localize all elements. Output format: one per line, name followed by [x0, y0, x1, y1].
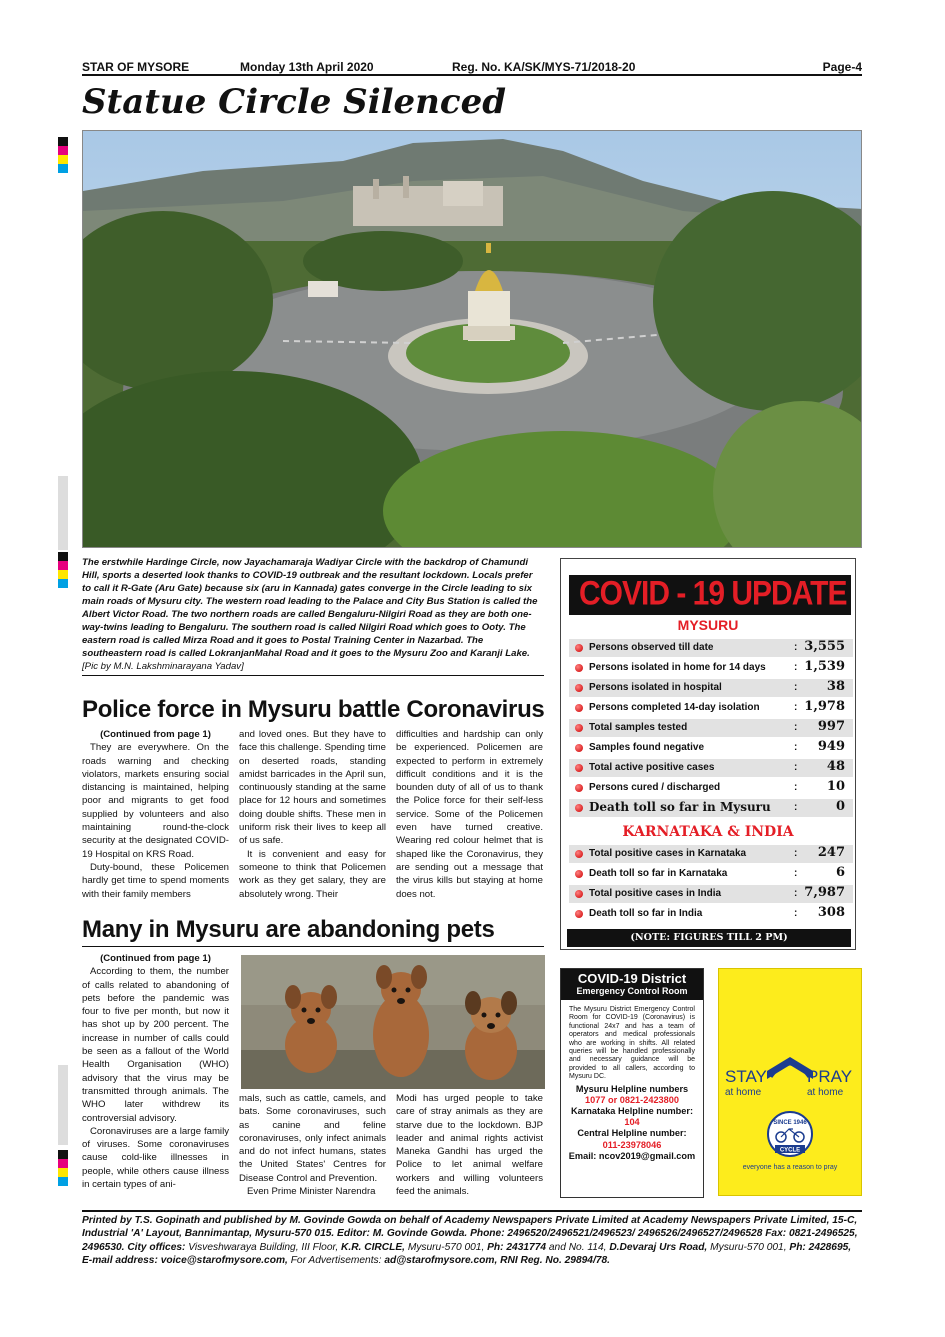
red-bullet-icon	[575, 804, 583, 812]
mysuru-row	[569, 659, 853, 677]
issue-date: Monday 13th April 2020	[240, 60, 374, 74]
article-police-col-3: difficulties and hardship can only be experienced. Policemen are expected to perform in extremely difficult conditions and it is the bounden duty of all of us to thank the Police force for their self-less service. Some of the Policemen even have turned creative. Wearing red colour helmet that is shaped like the Coronavirus, they are sending out a message that the virus kills but staying at home does not.	[396, 729, 543, 900]
ad-at-home-left: at home	[725, 1087, 762, 1098]
region-label: Death toll so far in Karnataka	[589, 868, 728, 879]
region-label: Total positive cases in Karnataka	[589, 848, 747, 859]
colon-separator: :	[794, 642, 798, 653]
covid-banner-title: COVID - 19 UPDATE	[579, 574, 847, 613]
article-pets-p1: According to them, the number of calls related to abandoning of pets before the pandemic was four to five per month, but now it has shot up by 200 percent. The increase in number of calls could be seen as a fallout of the World Health Organisation (WHO) advisory that the virus may be transmitted through animals. The WHO later withdrew its controversial advisory.	[82, 966, 229, 1124]
colon-separator: :	[794, 762, 798, 773]
ad-at-home-right: at home	[807, 1087, 844, 1098]
mysuru-label: Persons isolated in hospital	[589, 682, 722, 693]
colon-separator: :	[794, 802, 798, 813]
email-label: Email:	[568, 1150, 597, 1161]
covid-update-box	[560, 558, 856, 950]
mysuru-label: Persons completed 14-day isolation	[589, 702, 760, 713]
ad-since: SINCE 1946	[773, 1120, 807, 1126]
imprint-part-10: For Advertisements:	[290, 1254, 382, 1266]
mysuru-value: 997	[817, 719, 845, 734]
colon-separator: :	[794, 868, 798, 879]
colon-separator: :	[794, 908, 798, 919]
colon-separator: :	[794, 682, 798, 693]
photo-credit: [Pic by M.N. Lakshminarayana Yadav]	[82, 661, 244, 672]
article-pets-headline: Many in Mysuru are abandoning pets	[82, 916, 495, 943]
imprint-part-5: Ph: 2431774	[487, 1241, 547, 1253]
printer-imprint	[82, 1210, 862, 1267]
registration-marks-middle	[58, 552, 68, 588]
mysuru-row	[569, 699, 853, 717]
district-header	[561, 969, 703, 1000]
district-control-room-box	[560, 968, 704, 1198]
mysuru-row	[569, 779, 853, 797]
mysuru-row	[569, 719, 853, 737]
ad-cycle: CYCLE	[779, 1147, 801, 1154]
caption-text: The erstwhile Hardinge Circle, now Jayachamaraja Wadiyar Circle with the backdrop of Chamundi Hill, sports a deserted look thanks to COVID-19 outbreak and the resultant lockdown. Locals prefer to call it R-Gate (Aru Gate) because six (aru in Kannada) gates converge in the Circle leading to six main roads of Mysuru city. The western road leading to the Palace and City Bus Station is called the Albert Victor Road. The two northern roads are called Bengaluru-Nilgiri Road as they are both one-way-twins leading to Bengaluru. The southern road is called Nilgiri Road which goes to Ooty. The eastern road is called Mirza Road and it goes to Postal Training Center in Nazarbad. The southeastern road is called LokranjanMahal Road and it goes to the Mysuru Zoo and Karanji Lake.	[82, 557, 538, 659]
covid-city-heading: MYSURU	[677, 617, 739, 633]
registration-marks-top	[58, 137, 68, 173]
mysuru-value: 3,555	[804, 639, 845, 654]
ad-pray: PRAY	[807, 1067, 853, 1086]
imprint-part-6: and No. 114,	[548, 1241, 607, 1253]
district-title: COVID-19 District	[577, 971, 687, 986]
colon-separator: :	[794, 888, 798, 899]
article-divider	[82, 946, 544, 947]
red-bullet-icon	[575, 724, 583, 732]
imprint-part-9: Ph: 2428695, E-mail address: voice@starofmysore.com,	[82, 1241, 852, 1266]
paper-name: STAR OF MYSORE	[82, 60, 190, 74]
red-bullet-icon	[575, 744, 583, 752]
imprint-part-7: D.Devaraj Urs Road,	[609, 1241, 708, 1253]
article-police-col-2: and loved ones. But they have to face this challenge. Spending time on deserted roads, standing amidst barricades in the April sun, continuously standing at the same place for 12 hours and sometimes doing double shifts. These men in uniform risk their lives to keep all of us safe. It is convenient and easy for someone to think that Policemen work as they get salary, they are absolutely wrong. Their	[239, 729, 386, 900]
mysuru-label: Persons isolated in home for 14 days	[589, 662, 766, 673]
imprint-part-8: Mysuru-570 001,	[710, 1241, 787, 1253]
mysuru-label: Persons observed till date	[589, 642, 714, 653]
colon-separator: :	[794, 702, 798, 713]
mysuru-row	[569, 679, 853, 697]
region-value: 6	[835, 865, 845, 880]
red-bullet-icon	[575, 684, 583, 692]
article-police-p1: They are everywhere. On the roads warning and checking violators, markets ensuring social distancing is maintained, helping poor and migrants to get food supplied by volunteers and also maintaining round-the-clock security at the designated COVID-19 Hospital on KRS Road.	[82, 742, 229, 860]
mysuru-value: 949	[817, 739, 845, 754]
mysuru-value: 1,978	[804, 699, 845, 714]
imprint-part-4: Mysuru-570 001,	[407, 1241, 485, 1253]
ad-stay: STAY	[725, 1067, 767, 1086]
red-bullet-icon	[575, 850, 583, 858]
margin-grey-bar-lower	[58, 1065, 68, 1145]
mysuru-value: 1,539	[804, 659, 845, 674]
photo-caption	[82, 556, 544, 676]
imprint-part-2: Visveshwaraya Building, III Floor,	[188, 1241, 339, 1253]
article-pets-p2-start: Coronaviruses are a large family of viruses. Some coronaviruses cause cold-like illnesses in people, while others cause illness in certain types of ani-	[82, 1125, 229, 1191]
region-row	[569, 845, 853, 863]
region-row	[569, 885, 853, 903]
article-pets-col-3: Modi has urged people to take care of stray animals as they are starve due to the lockdown. BJP leader and animal rights activist Maneka Gandhi has urged the Police to let animal welfare workers and willing volunteers feed the animals.	[396, 1093, 543, 1198]
covid-region-heading: KARNATAKA & INDIA	[622, 824, 794, 840]
colon-separator: :	[794, 742, 798, 753]
registration-number: Reg. No. KA/SK/MYS-71/2018-20	[452, 60, 636, 74]
mysuru-value: 48	[826, 759, 845, 774]
red-bullet-icon	[575, 644, 583, 652]
covid-banner	[569, 575, 851, 615]
mysuru-label: Total active positive cases	[589, 762, 715, 773]
colon-separator: :	[794, 848, 798, 859]
article-police-p3-start: It is convenient and easy for someone to think that Policemen work as they get salary, they are absolutely wrong. Their	[239, 848, 386, 900]
district-email: ncov2019@gmail.com	[598, 1150, 696, 1161]
red-bullet-icon	[575, 784, 583, 792]
central-helpline-number: 011-23978046	[602, 1139, 662, 1150]
mysuru-label: Samples found negative	[589, 742, 705, 753]
article-police-headline: Police force in Mysuru battle Coronavirus	[82, 696, 545, 723]
colon-separator: :	[794, 782, 798, 793]
ad-tagline: everyone has a reason to pray	[742, 1164, 838, 1171]
region-row	[569, 905, 853, 923]
mysuru-row	[569, 759, 853, 777]
region-value: 7,987	[804, 885, 845, 900]
page-headline: Statue Circle Silenced	[82, 82, 507, 122]
imprint-part-3: K.R. CIRCLE,	[341, 1241, 405, 1253]
region-label: Death toll so far in India	[589, 908, 703, 919]
puppies-photo	[241, 955, 545, 1089]
red-bullet-icon	[575, 704, 583, 712]
mysuru-row	[569, 739, 853, 757]
mysuru-label: Persons cured / discharged	[589, 782, 721, 793]
colon-separator: :	[794, 662, 798, 673]
continued-note: (Continued from page 1)	[100, 729, 211, 740]
page-header	[82, 60, 862, 76]
colon-separator: :	[794, 722, 798, 733]
article-police-col-1	[82, 728, 229, 910]
margin-grey-bar	[58, 476, 68, 550]
statue-circle-photo	[82, 130, 862, 548]
article-pets-col-1	[82, 952, 229, 1206]
imprint-part-11: ad@starofmysore.com, RNI Reg. No. 29894/78.	[384, 1254, 610, 1266]
covid-note: (NOTE: FIGURES TILL 2 PM)	[567, 929, 851, 947]
red-bullet-icon	[575, 764, 583, 772]
red-bullet-icon	[575, 870, 583, 878]
article-pets-col-2: mals, such as cattle, camels, and bats. Some coronaviruses, such as canine and feline coronaviruses, only infect animals and do not infect humans, states the United States' Centres for Disease Control and Prevention. Even Prime Minister Narendra	[239, 1093, 386, 1198]
red-bullet-icon	[575, 910, 583, 918]
page-number: Page-4	[822, 60, 862, 74]
mysuru-label: Total samples tested	[589, 722, 688, 733]
article-police-p2-start: Duty-bound, these Policemen hardly get time to spend moments with their family members	[82, 861, 229, 900]
district-helplines	[561, 1084, 703, 1162]
karnataka-helpline-label: Karnataka Helpline number:	[570, 1106, 694, 1117]
mysuru-label: Death toll so far in Mysuru	[589, 800, 771, 814]
mysuru-row	[569, 639, 853, 657]
district-subtitle: Emergency Control Room	[576, 986, 688, 996]
karnataka-helpline-number: 104	[624, 1117, 640, 1128]
stay-home-ad	[718, 968, 862, 1196]
article-police-body	[82, 728, 544, 910]
red-bullet-icon	[575, 664, 583, 672]
registration-marks-bottom	[58, 1150, 68, 1186]
district-body: The Mysuru District Emergency Control Room for COVID-19 (Coronavirus) is functional 24x7 and has a team of operators and medical professionals who are working in shifts. All related queries will be handled professionally and necessary guidance will be provided to all callers, according to Mysuru DC.	[569, 1006, 695, 1081]
continued-note-2: (Continued from page 1)	[100, 953, 211, 964]
region-value: 247	[817, 845, 845, 860]
region-label: Total positive cases in India	[589, 888, 722, 899]
imprint-part-1: Printed by T.S. Gopinath and published by M. Govinde Gowda on behalf of Academy Newspapers Private Limited at Academy Newspapers Private Limited, 15-C, Industrial 'A' Layout, Bannimantap, Mysuru-570 015. Editor: M. Govinde Gowda. Phone: 2496520/2496521/2496523/ 2496526/2496527/2496528 Fax: 0821-2496525, 2496530. City offices:	[82, 1215, 858, 1253]
region-row	[569, 865, 853, 883]
mysuru-value: 10	[826, 779, 845, 794]
mysuru-value: 38	[826, 679, 845, 694]
mysuru-value: 0	[835, 799, 845, 814]
mysuru-helpline-number: 1077 or 0821-2423800	[585, 1094, 679, 1105]
mysuru-row	[569, 799, 853, 817]
region-value: 308	[817, 905, 845, 920]
mysuru-helpline-label: Mysuru Helpline numbers	[575, 1083, 689, 1094]
red-bullet-icon	[575, 890, 583, 898]
central-helpline-label: Central Helpline number:	[577, 1128, 687, 1139]
